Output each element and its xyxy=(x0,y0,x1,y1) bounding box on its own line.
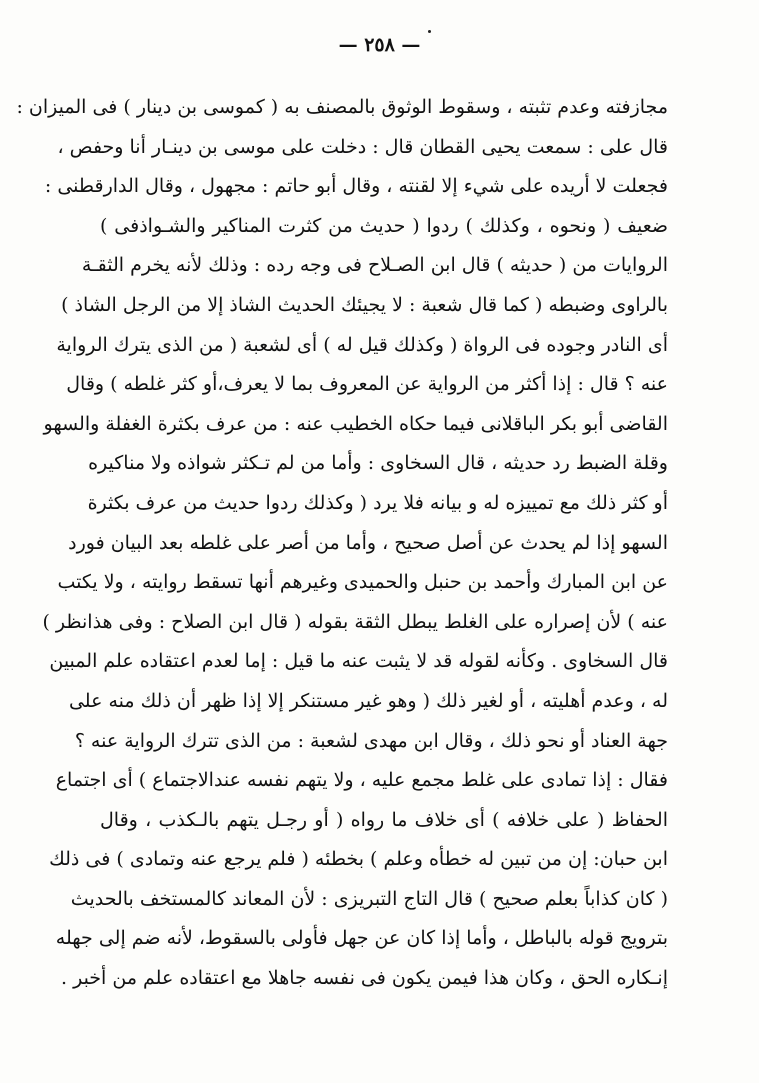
text-line: وقلة الضبط رد حديثه ، قال السخاوى : وأما من لم تـكثر شواذه ولا مناكيره xyxy=(88,452,668,475)
text-line: ابن حبان: إن من تبين له خطأه وعلم ) بخطئه ( فلم يرجع عنه وتمادى ) فى ذلك xyxy=(49,848,668,871)
text-line: أو كثر ذلك مع تمييزه له و بيانه فلا يرد ( وكذلك ردوا حديث من عرف بكثرة xyxy=(87,491,668,514)
text-line: عنه ) لأن إصراره على الغلط يبطل الثقة بقوله ( قال ابن الصلاح : وفى هذانظر ) xyxy=(42,610,668,633)
text-line: القاضى أبو بكر الباقلانى فيما حكاه الخطيب عنه : من عرف بكثرة الغفلة والسهو xyxy=(43,412,668,435)
text-line: له ، وعدم أهليته ، أو لغير ذلك ( وهو غير مستنكر إلا إذا ظهر أن ذلك منه على xyxy=(68,689,668,712)
text-line: بالراوى وضبطه ( كما قال شعبة : لا يجيئك الحديث الشاذ إلا من الرجل الشاذ ) xyxy=(61,293,668,316)
text-line: السهو إذا لم يحدث عن أصل صحيح ، وأما من أصر على غلطه بعد البيان فورد xyxy=(68,531,668,554)
text-line: قال السخاوى . وكأنه لقوله قد لا يثبت عنه ما قيل : إما لعدم اعتقاده علم المبين xyxy=(49,650,668,673)
body-text xyxy=(16,88,668,999)
text-line: عنه ؟ قال : إذا أكثر من الرواية عن المعروف بما لا يعرف،أو كثر غلطه ) وقال xyxy=(66,373,668,396)
text-line: ( كان كذاباً بعلم صحيح ) قال التاج التبريزى : لأن المعاند كالمستخف بالحديث xyxy=(70,887,668,910)
text-line: جهة العناد أو نحو ذلك ، وقال ابن مهدى لشعبة : من الذى تترك الرواية عنه ؟ xyxy=(74,729,668,752)
text-line: فقال : إذا تمادى على غلط مجمع عليه ، ولا يتهم نفسه عندالاجتماع ) أى اجتماع xyxy=(55,769,668,792)
text-line: أى النادر وجوده فى الرواة ( وكذلك قيل له ) أى لشعبة ( من الذى يترك الرواية xyxy=(56,333,668,356)
text-line: ضعيف ( ونحوه ، وكذلك ) ردوا ( حديث من كثرت المناكير والشـواذفى ) xyxy=(100,214,668,237)
text-line: مجازفته وعدم تثبته ، وسقوط الوثوق بالمصنف به ( كموسى بن دينار ) فى الميزان : xyxy=(16,96,668,118)
text-line: إنـكاره الحق ، وكان هذا فيمن يكون فى نفسه جاهلا مع اعتقاده علم من أخبر . xyxy=(61,967,668,990)
page-number: — ٢٥٨ — xyxy=(338,34,421,56)
ink-speck xyxy=(428,30,431,33)
text-line: فجعلت لا أريده على شيء إلا لقنته ، وقال أبو حاتم : مجهول ، وقال الدارقطنى : xyxy=(44,175,668,198)
text-line: عن ابن المبارك وأحمد بن حنبل والحميدى وغيرهم أنها تسقط روايته ، ولا يكتب xyxy=(57,571,668,594)
text-line: قال على : سمعت يحيى القطان قال : دخلت على موسى بن دينـار أنا وحفص ، xyxy=(57,135,668,158)
text-line: الروايات من ( حديثه ) قال ابن الصـلاح فى وجه رده : وذلك لأنه يخرم الثقـة xyxy=(81,254,668,277)
text-line: بترويج قوله بالباطل ، وأما إذا كان عن جهل فأولى بالسقوط، لأنه ضم إلى جهله xyxy=(55,927,668,950)
text-line: الحفاظ ( على خلافه ) أى خلاف ما رواه ( أو رجـل يتهم بالـكذب ، وقال xyxy=(100,808,668,831)
